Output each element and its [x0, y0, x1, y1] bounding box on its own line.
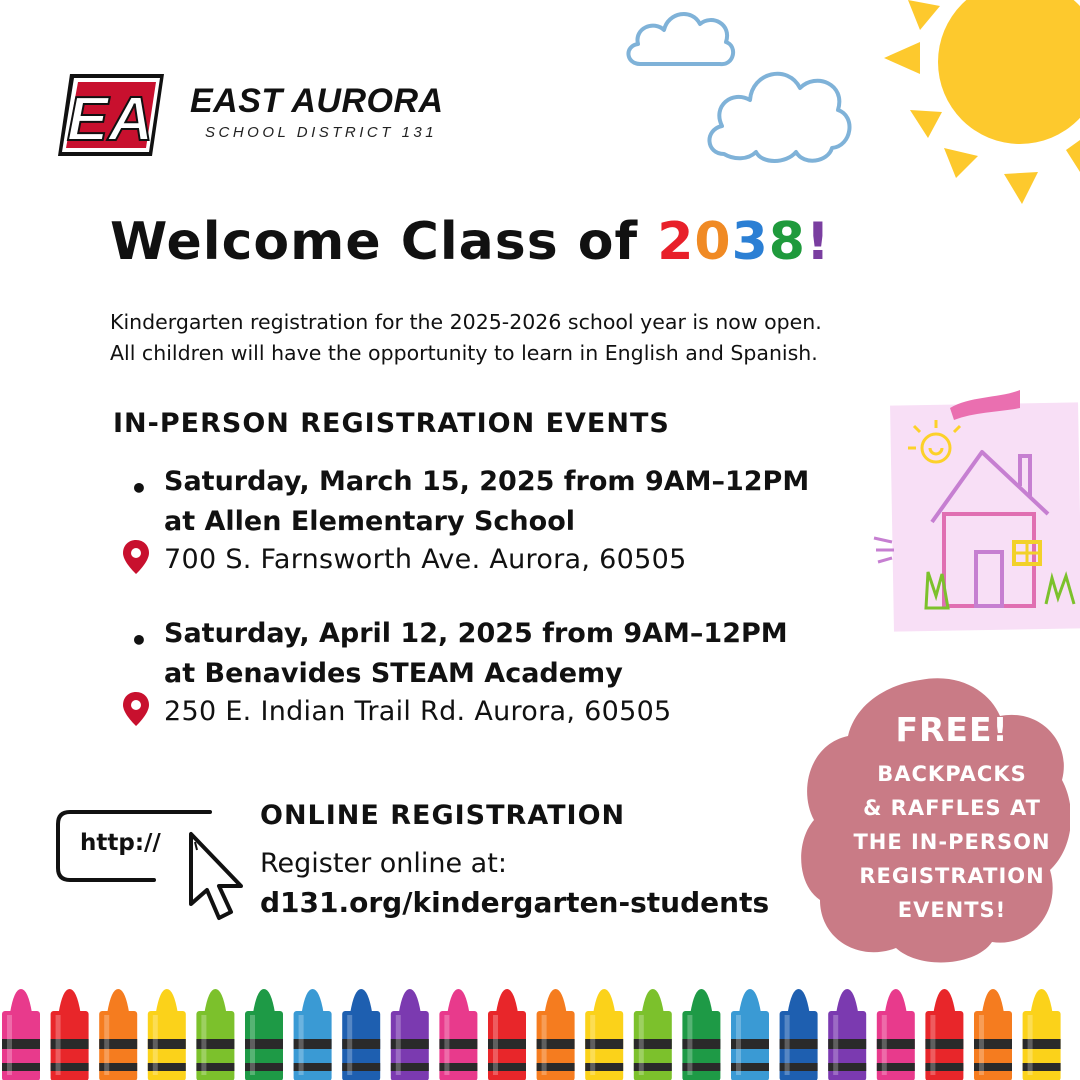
- event-date: Saturday, March 15, 2025 from 9AM–12PM: [164, 466, 810, 497]
- crayon: [196, 989, 234, 1080]
- event-date: Saturday, April 12, 2025 from 9AM–12PM: [164, 618, 788, 649]
- crayon: [974, 989, 1012, 1080]
- crayon: [245, 989, 283, 1080]
- district-name: EAST AURORA: [190, 82, 444, 120]
- promo-line: & RAFFLES AT: [863, 796, 1041, 820]
- crayon: [682, 989, 720, 1080]
- event-address: 700 S. Farnsworth Ave. Aurora, 60505: [164, 544, 687, 575]
- crayon: [294, 989, 332, 1080]
- intro-line: All children will have the opportunity to learn in English and Spanish.: [110, 341, 818, 365]
- cloud-large-icon: [700, 50, 860, 170]
- registration-link[interactable]: d131.org/kindergarten-students: [260, 886, 770, 919]
- event-address: 250 E. Indian Trail Rd. Aurora, 60505: [164, 696, 672, 727]
- crayon: [1023, 989, 1061, 1080]
- http-label: http://: [80, 830, 161, 856]
- crayon: [877, 989, 915, 1080]
- logo-letters: EA: [66, 85, 154, 154]
- title-digit: 3: [731, 212, 769, 272]
- title-suffix: !: [805, 212, 831, 272]
- crayon: [731, 989, 769, 1080]
- cloud-small-icon: [620, 2, 740, 82]
- crayon: [342, 989, 380, 1080]
- crayon: [391, 989, 429, 1080]
- event-location: at Allen Elementary School: [164, 506, 576, 537]
- district-subtitle: SCHOOL DISTRICT 131: [205, 124, 438, 141]
- promo-line: REGISTRATION: [859, 864, 1045, 888]
- event-item: [130, 618, 890, 738]
- cursor-icon: [185, 830, 251, 926]
- crayon: [148, 989, 186, 1080]
- intro-line: Kindergarten registration for the 2025-2026 school year is now open.: [110, 310, 822, 334]
- promo-message: [830, 710, 1074, 927]
- sun-icon: [880, 0, 1080, 205]
- page-title: [110, 212, 831, 272]
- crayon: [828, 989, 866, 1080]
- crayon: [99, 989, 137, 1080]
- events-heading: IN-PERSON REGISTRATION EVENTS: [113, 408, 670, 439]
- title-digit: 8: [768, 212, 806, 272]
- promo-headline: FREE!: [895, 710, 1009, 749]
- crayon: [439, 989, 477, 1080]
- crayon: [925, 989, 963, 1080]
- promo-line: BACKPACKS: [877, 762, 1027, 786]
- title-digit: 0: [694, 212, 732, 272]
- crayon: [780, 989, 818, 1080]
- event-location: at Benavides STEAM Academy: [164, 658, 623, 689]
- crayon: [51, 989, 89, 1080]
- crayon: [2, 989, 40, 1080]
- crayon-border: [0, 985, 1080, 1080]
- title-digit: 2: [657, 212, 695, 272]
- crayon: [537, 989, 575, 1080]
- house-drawing-icon: [870, 382, 1080, 632]
- crayon: [488, 989, 526, 1080]
- event-item: [130, 466, 890, 586]
- crayon: [585, 989, 623, 1080]
- bullet: •: [130, 624, 148, 657]
- online-instruction: Register online at:: [260, 848, 507, 879]
- promo-line: THE IN-PERSON: [853, 830, 1051, 854]
- district-logo: [56, 72, 166, 158]
- online-heading: ONLINE REGISTRATION: [260, 800, 626, 831]
- bullet: •: [130, 472, 148, 505]
- location-pin-icon: [122, 538, 150, 576]
- crayon: [634, 989, 672, 1080]
- title-prefix: Welcome Class of: [110, 212, 658, 272]
- location-pin-icon: [122, 690, 150, 728]
- intro-text: [110, 307, 822, 369]
- promo-line: EVENTS!: [897, 898, 1007, 922]
